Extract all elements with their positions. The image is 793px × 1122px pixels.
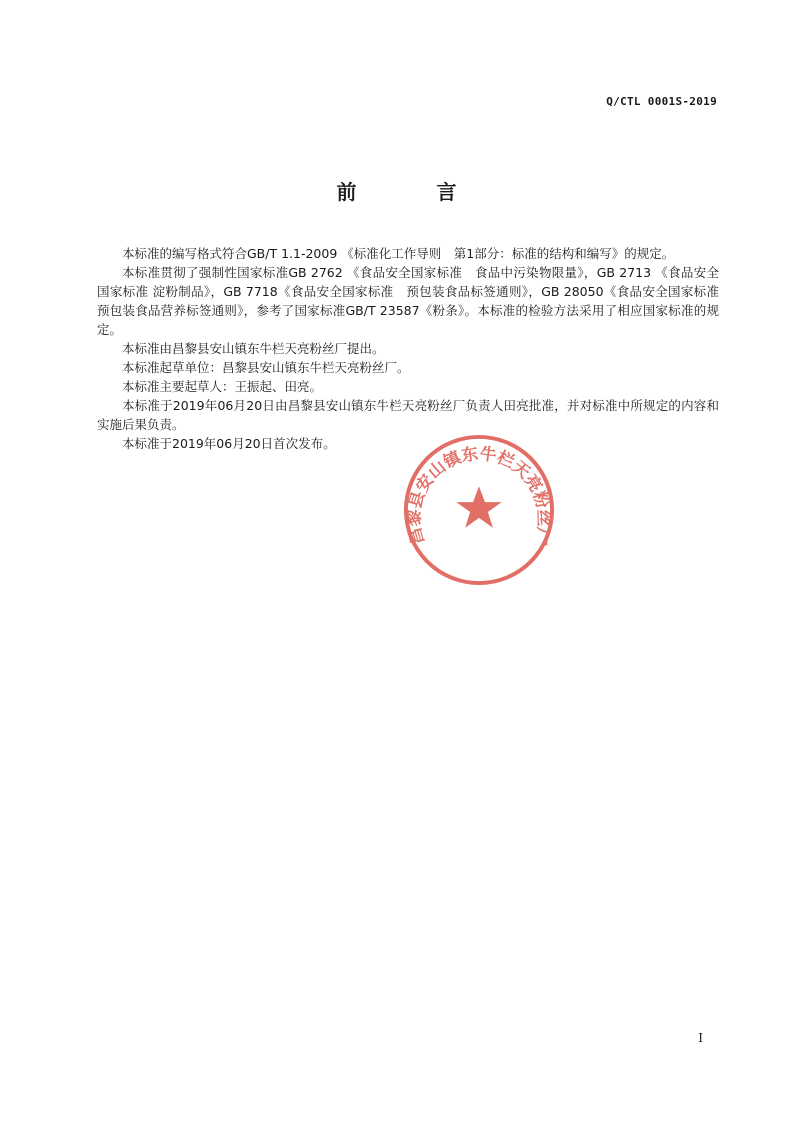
paragraph-format: 本标准的编写格式符合GB/T 1.1-2009 《标准化工作导则 第1部分：标准的结构和编写》的规定。 [122, 246, 675, 261]
seal-text-path: 昌黎县安山镇东牛栏天亮粉丝厂 [403, 443, 555, 547]
paragraph-standards: 本标准贯彻了强制性国家标准GB 2762 《食品安全国家标准 食品中污染物限量》，GB 2713 《食品安全国家标准 淀粉制品》，GB 7718《食品安全国家标准 预包装食品标签通则》，GB 28050《食品安全国家标准 预包装食品营养标签通则》，参考了国家标准GB/T 23587《粉条》。本标准的检验方法采用了相应国家标准的规定。 [97, 265, 732, 337]
seal-star-icon [456, 486, 501, 527]
paragraph-proposer: 本标准由昌黎县安山镇东牛栏天亮粉丝厂提出。 [122, 341, 385, 356]
standard-code: Q/CTL 0001S-2019 [606, 95, 717, 108]
foreword-body [97, 244, 732, 453]
company-seal [400, 431, 558, 589]
page-number: I [698, 1031, 703, 1045]
paragraph-approval: 本标准于2019年06月20日由昌黎县安山镇东牛栏天亮粉丝厂负责人田亮批准，并对标准中所规定的内容和实施后果负责。 [97, 398, 719, 432]
paragraph-release: 本标准于2019年06月20日首次发布。 [122, 436, 336, 451]
paragraph-drafting-unit: 本标准起草单位：昌黎县安山镇东牛栏天亮粉丝厂。 [122, 360, 410, 375]
page-title: 前 言 [336, 180, 457, 204]
paragraph-drafters: 本标准主要起草人：王振起、田亮。 [122, 379, 323, 394]
